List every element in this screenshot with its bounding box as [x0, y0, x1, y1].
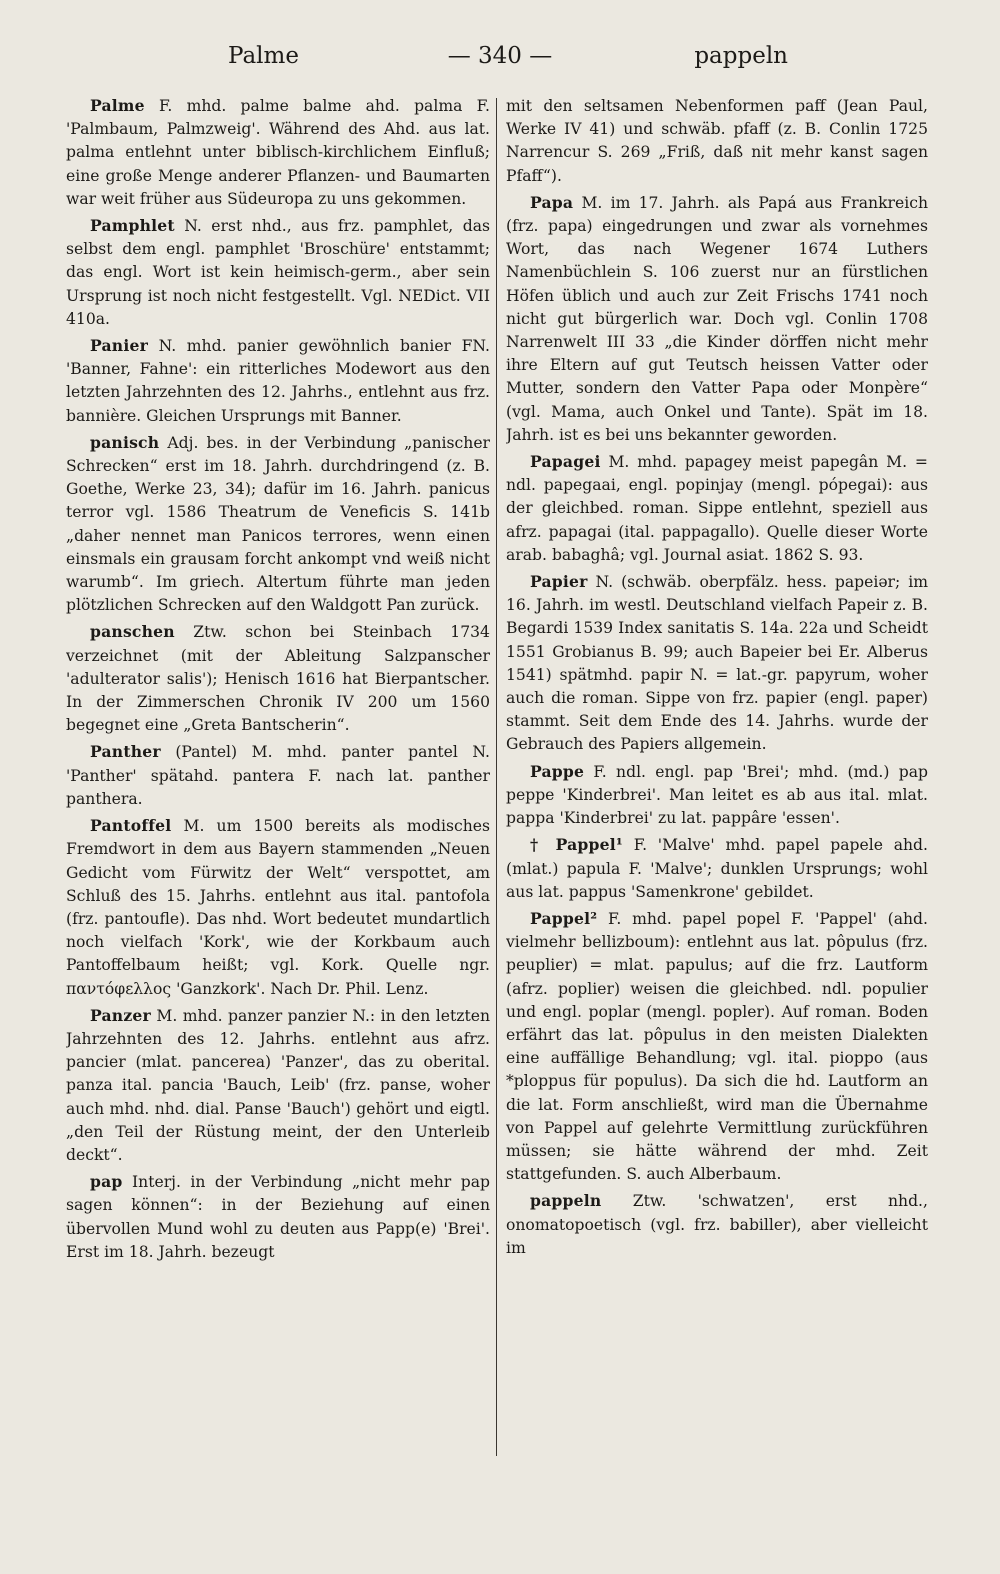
page-header	[0, 38, 1000, 78]
entry-text: F. mhd. palme balme ahd. palma F. 'Palmbaum, Palmzweig'. Während des Ahd. aus lat. palma entlehnt unter biblisch-kirchlichem Einfluß; eine große Menge anderer Pflanzen- und Baumarten war weit früher aus Südeuropa zu uns gekommen.	[66, 97, 490, 208]
entry-text: N. erst nhd., aus frz. pamphlet, das selbst dem engl. pamphlet 'Broschüre' entstammt; das engl. Wort ist kein heimisch-germ., aber sein Ursprung ist noch nicht festgestellt. Vgl. NEDict. VII 410a.	[66, 217, 490, 328]
entry-text: mit den seltsamen Nebenformen paff (Jean Paul, Werke IV 41) und schwäb. pfaff (z. B. Conlin 1725 Narrencur S. 269 „Friß, daß nit mehr kanst sagen Pfaff“).	[506, 97, 928, 185]
headword: † Pappel¹	[530, 835, 623, 855]
entry-pappeln	[506, 1189, 928, 1260]
header-right-catchword: pappeln	[694, 43, 788, 69]
entry-panzer	[66, 1004, 490, 1167]
entry-text: Ztw. 'schwatzen', erst nhd., onomatopoetisch (vgl. frz. babiller), aber vielleicht im	[506, 1192, 928, 1257]
column-divider	[496, 98, 497, 1456]
entry-pappel-1	[506, 833, 928, 904]
entry-papa	[506, 191, 928, 447]
entry-pamphlet	[66, 214, 490, 331]
entry-palme	[66, 94, 490, 211]
entry-text: F. ndl. engl. pap 'Brei'; mhd. (md.) pap peppe 'Kinderbrei'. Man leitet es ab aus ital. mlat. pappa 'Kinderbrei' zu lat. pappâre 'essen'.	[506, 762, 928, 828]
entry-panschen	[66, 620, 490, 737]
headword: Papa	[530, 192, 574, 212]
right-column	[506, 94, 928, 1458]
page-number: — 340 —	[447, 43, 553, 69]
headword: Pamphlet	[90, 216, 175, 236]
headword: Panzer	[90, 1005, 151, 1025]
entry-text: Ztw. schon bei Steinbach 1734 verzeichnet (mit der Ableitung Salzpanscher 'adulterator salis'); Henisch 1616 hat Bierpantscher. In der Zimmerschen Chronik IV 200 um 1560 begegnet eine „Greta Bantscherin“.	[66, 623, 490, 735]
entry-text: Interj. in der Verbindung „nicht mehr pap sagen können“: in der Beziehung auf einen übervollen Mund wohl zu deuten aus Papp(e) 'Brei'. Erst im 18. Jahrh. bezeugt	[66, 1173, 490, 1261]
entry-text: Adj. bes. in der Verbindung „panischer Schrecken“ erst im 18. Jahrh. durchdringend (z. B. Goethe, Werke 23, 34); dafür im 16. Jahrh. panicus terror vgl. 1586 Theatrum de Veneficis S. 141b „daher nennet man Panicos terrores, wenn einen einsmals ein grausam forcht ankompt vnd weiß nicht warumb“. Im griech. Altertum führte man jeden plötzlichen Schrecken auf den Waldgott Pan zurück.	[66, 433, 490, 615]
headword: Papier	[530, 572, 588, 592]
entry-text: F. 'Malve' mhd. papel papele ahd. (mlat.) papula F. 'Malve'; dunklen Ursprungs; wohl aus lat. pappus 'Samenkrone' gebildet.	[506, 836, 928, 901]
entry-text: M. im 17. Jahrh. als Papá aus Frankreich (frz. papa) eingedrungen und zwar als vornehmes Wort, das nach Wegener 1674 Luthers Namenbüchlein S. 106 zuerst nur an fürstlichen Höfen üblich und auch zur Zeit Frischs 1741 noch nicht gut bürgerlich war. Doch vgl. Conlin 1708 Narrenwelt III 33 „die Kinder dörffen nicht mehr ihre Eltern auf gut Teutsch heissen Vatter oder Mutter, sondern den Vatter Papa oder Monpère“ (vgl. Mama, auch Onkel und Tante). Spät im 18. Jahrh. ist es bei uns bekannter geworden.	[506, 193, 928, 444]
entry-text: M. mhd. papagey meist papegân M. = ndl. papegaai, engl. popinjay (mengl. pópegai): aus der gleichbed. roman. Sippe entlehnt, speziell aus afrz. papagai (ital. pappagallo). Quelle dieser Worte arab. babaghâ; vgl. Journal asiat. 1862 S. 93.	[506, 453, 928, 564]
headword: Pappel²	[530, 908, 598, 928]
entry-text: N. mhd. panier gewöhnlich banier FN. 'Banner, Fahne': ein ritterliches Modewort aus den letzten Jahrzehnten des 12. Jahrhs., entlehnt aus frz. bannière. Gleichen Ursprungs mit Banner.	[66, 337, 490, 425]
headword: pappeln	[530, 1191, 602, 1211]
left-column	[66, 94, 490, 1458]
entry-pappel-2	[506, 907, 928, 1186]
entry-papagei	[506, 450, 928, 567]
headword: Pantoffel	[90, 816, 172, 836]
headword: Panther	[90, 742, 161, 762]
entry-papier	[506, 570, 928, 757]
entry-pappe	[506, 760, 928, 831]
entry-panisch	[66, 431, 490, 618]
headword: Palme	[90, 96, 145, 115]
headword: Papagei	[530, 452, 601, 472]
entry-panther	[66, 740, 490, 811]
headword: panisch	[90, 432, 160, 452]
header-left-catchword: Palme	[228, 43, 299, 69]
entry-text: F. mhd. papel popel F. 'Pappel' (ahd. vielmehr bellizboum): entlehnt aus lat. pôpulus (frz. peuplier) = mlat. papulus; auf die frz. Lautform (afrz. poplier) weisen die gleichbed. ndl. populier und engl. poplar (mengl. popler). Auf roman. Boden erfährt das lat. pôpulus in den meisten Dialekten eine auffällige Behandlung; vgl. ital. pioppo (aus *ploppus für populus). Da sich die hd. Lautform an die lat. Form anschließt, wird man die Übernahme von Pappel auf gelehrte Vermittlung zurückführen müssen; sie hätte während der mhd. Zeit stattgefunden. S. auch Alberbaum.	[506, 909, 928, 1184]
entry-text: M. mhd. panzer panzier N.: in den letzten Jahrzehnten des 12. Jahrhs. entlehnt aus afrz. pancier (mlat. pancerea) 'Panzer', das zu oberital. panza ital. pancia 'Bauch, Leib' (frz. panse, woher auch mhd. nhd. dial. Panse 'Bauch') gehört und eigtl. „den Teil der Rüstung meint, der den Unterleib deckt“.	[66, 1006, 490, 1164]
headword: pap	[90, 1172, 123, 1192]
entry-pap	[66, 1170, 490, 1264]
entry-text: N. (schwäb. oberpfälz. hess. papeiər; im 16. Jahrh. im westl. Deutschland vielfach Papeir z. B. Begardi 1539 Index sanitatis S. 14a. 22a und Scheidt 1551 Grobianus B. 99; auch Bapeier bei Er. Alberus 1541) spätmhd. papir N. = lat.-gr. papyrum, woher auch die roman. Sippe von frz. papier (engl. paper) stammt. Seit dem Ende des 14. Jahrhs. wurde der Gebrauch des Papiers allgemein.	[506, 573, 928, 754]
headword: panschen	[90, 622, 175, 642]
entry-pantoffel	[66, 814, 490, 1001]
entry-pap-continued	[506, 94, 928, 188]
entry-text: M. um 1500 bereits als modisches Fremdwort in dem aus Bayern stammenden „Neuen Gedicht vom Fürwitz der Welt“ verspottet, am Schluß des 15. Jahrhs. entlehnt aus ital. pantofola (frz. pantoufle). Das nhd. Wort bedeutet mundartlich noch vielfach 'Kork', wie der Korkbaum auch Pantoffelbaum heißt; vgl. Kork. Quelle ngr. παντόφελλος 'Ganzkork'. Nach Dr. Phil. Lenz.	[66, 817, 490, 998]
entry-text: (Pantel) M. mhd. panter pantel N. 'Panther' spätahd. pantera F. nach lat. panther panthera.	[66, 743, 490, 808]
entry-panier	[66, 334, 490, 428]
headword: Pappe	[530, 761, 585, 781]
headword: Panier	[90, 336, 149, 356]
